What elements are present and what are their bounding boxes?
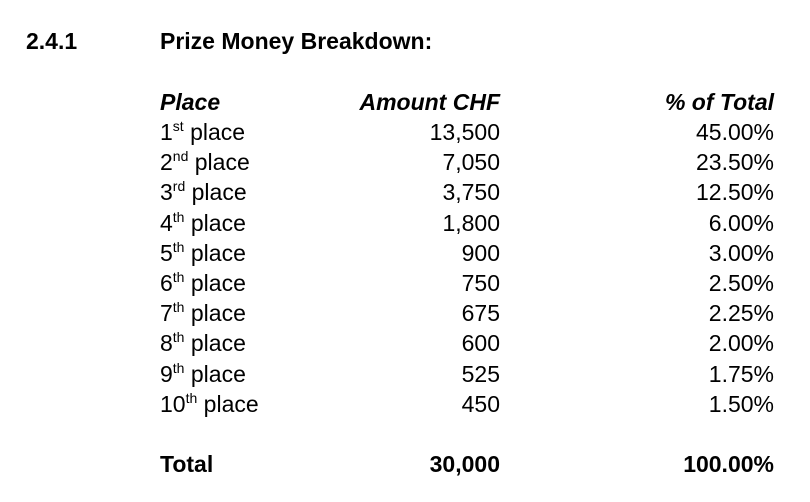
place-number: 4	[160, 209, 173, 236]
percent-cell: 2.50%	[708, 269, 774, 296]
amount-cell: 3,750	[442, 179, 500, 206]
percent-cell: 1.50%	[708, 390, 774, 417]
place-cell	[160, 328, 246, 361]
amount-cell: 750	[461, 269, 500, 296]
place-word: place	[184, 239, 246, 266]
place-suffix: th	[172, 359, 185, 376]
total-amount: 30,000	[429, 450, 500, 477]
amount-cell: 675	[461, 300, 500, 327]
place-cell	[160, 389, 259, 422]
place-suffix: th	[172, 208, 185, 225]
place-number: 8	[160, 330, 173, 357]
place-word: place	[184, 330, 246, 357]
place-number: 10	[160, 390, 186, 417]
section-number: 2.4.1	[26, 28, 78, 54]
amount-cell: 600	[461, 330, 500, 357]
place-suffix: st	[172, 118, 184, 134]
place-cell	[160, 268, 246, 301]
table-row	[160, 208, 774, 238]
header-place: Place	[160, 89, 221, 115]
place-word: place	[185, 179, 247, 206]
table-row	[160, 117, 774, 147]
percent-cell: 1.75%	[708, 360, 774, 387]
place-word: place	[184, 300, 246, 327]
table-row	[160, 389, 774, 419]
place-word: place	[183, 119, 246, 145]
place-number: 3	[160, 179, 173, 206]
section-title: Prize Money Breakdown:	[160, 28, 433, 54]
table-row	[160, 147, 774, 177]
place-number: 6	[160, 269, 173, 296]
place-number: 5	[160, 239, 173, 266]
prize-money-table	[160, 88, 774, 479]
percent-cell: 2.25%	[708, 300, 774, 327]
table-row	[160, 238, 774, 268]
header-amount: Amount CHF	[359, 89, 500, 115]
total-percent: 100.00%	[683, 450, 774, 477]
table-header-row	[160, 88, 774, 117]
place-cell	[160, 298, 246, 331]
percent-cell: 6.00%	[708, 209, 774, 236]
place-suffix: th	[172, 268, 185, 285]
place-number: 1	[160, 119, 173, 145]
place-word: place	[188, 149, 250, 176]
amount-cell: 450	[461, 390, 500, 417]
table-row	[160, 177, 774, 207]
place-cell	[160, 147, 250, 180]
place-suffix: rd	[172, 178, 186, 195]
place-word: place	[184, 209, 246, 236]
place-suffix: th	[172, 299, 185, 316]
place-word: place	[184, 269, 246, 296]
place-number: 9	[160, 360, 173, 387]
percent-cell: 45.00%	[695, 119, 774, 145]
place-cell	[160, 359, 246, 392]
place-number: 2	[160, 149, 173, 176]
place-suffix: th	[172, 329, 185, 346]
place-suffix: th	[185, 389, 198, 406]
place-word: place	[197, 390, 259, 417]
amount-cell: 525	[461, 360, 500, 387]
amount-cell: 13,500	[429, 119, 500, 145]
percent-cell: 23.50%	[695, 149, 774, 176]
section-heading	[0, 26, 810, 56]
header-percent: % of Total	[664, 89, 774, 115]
amount-cell: 900	[461, 239, 500, 266]
place-number: 7	[160, 300, 173, 327]
percent-cell: 12.50%	[695, 179, 774, 206]
percent-cell: 3.00%	[708, 239, 774, 266]
amount-cell: 1,800	[442, 209, 500, 236]
percent-cell: 2.00%	[708, 330, 774, 357]
table-row	[160, 359, 774, 389]
total-row	[160, 449, 774, 479]
table-row	[160, 328, 774, 358]
table-row	[160, 268, 774, 298]
place-cell	[160, 117, 245, 150]
place-cell	[160, 238, 246, 271]
place-word: place	[184, 360, 246, 387]
place-suffix: nd	[172, 148, 189, 165]
place-suffix: th	[172, 238, 185, 255]
place-cell	[160, 208, 246, 241]
total-label: Total	[160, 450, 214, 477]
table-row	[160, 298, 774, 328]
place-cell	[160, 177, 247, 210]
amount-cell: 7,050	[442, 149, 500, 176]
